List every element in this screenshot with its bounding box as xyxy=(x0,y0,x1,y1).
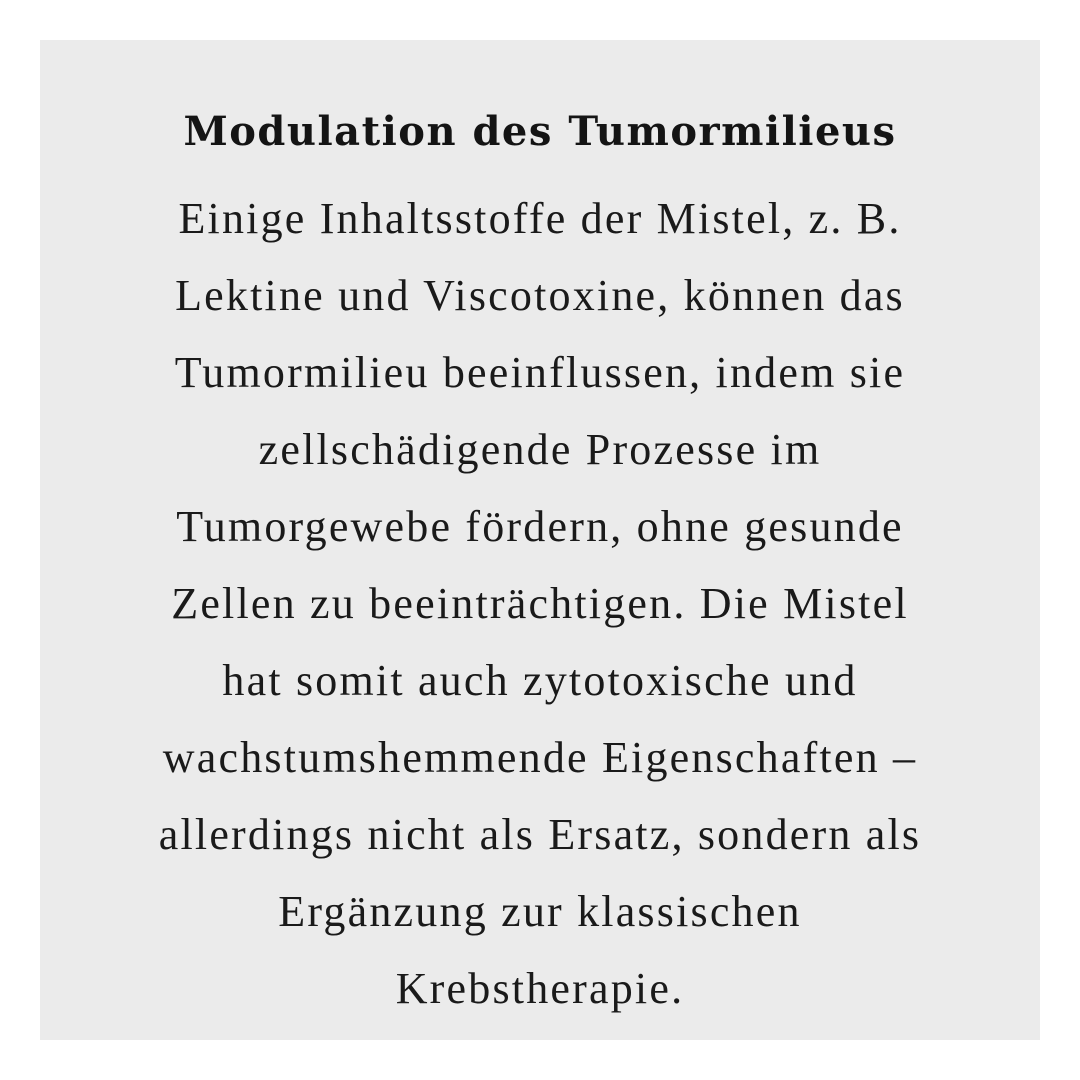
page-title: Modulation des Tumormilieus xyxy=(183,108,897,155)
body-line: Einige Inhaltsstoffe der Mistel, z. B. xyxy=(178,194,902,243)
body-line: Ergänzung zur klassischen xyxy=(278,887,802,936)
body-line: wachstumshemmende Eigenschaften – xyxy=(162,733,918,782)
body-line: Krebstherapie. xyxy=(395,964,685,1013)
body-line: Zellen zu beeinträchtigen. Die Mistel xyxy=(171,579,909,628)
body-line: allerdings nicht als Ersatz, sondern als xyxy=(158,810,922,859)
content-card xyxy=(40,40,1040,1040)
body-line: Lektine und Viscotoxine, können das xyxy=(175,271,905,320)
body-line: Tumormilieu beeinflussen, indem sie xyxy=(174,348,906,397)
body-text xyxy=(40,180,1040,1027)
body-line: zellschädigende Prozesse im xyxy=(258,425,822,474)
body-line: Tumorgewebe fördern, ohne gesunde xyxy=(176,502,904,551)
body-line: hat somit auch zytotoxische und xyxy=(222,656,858,705)
